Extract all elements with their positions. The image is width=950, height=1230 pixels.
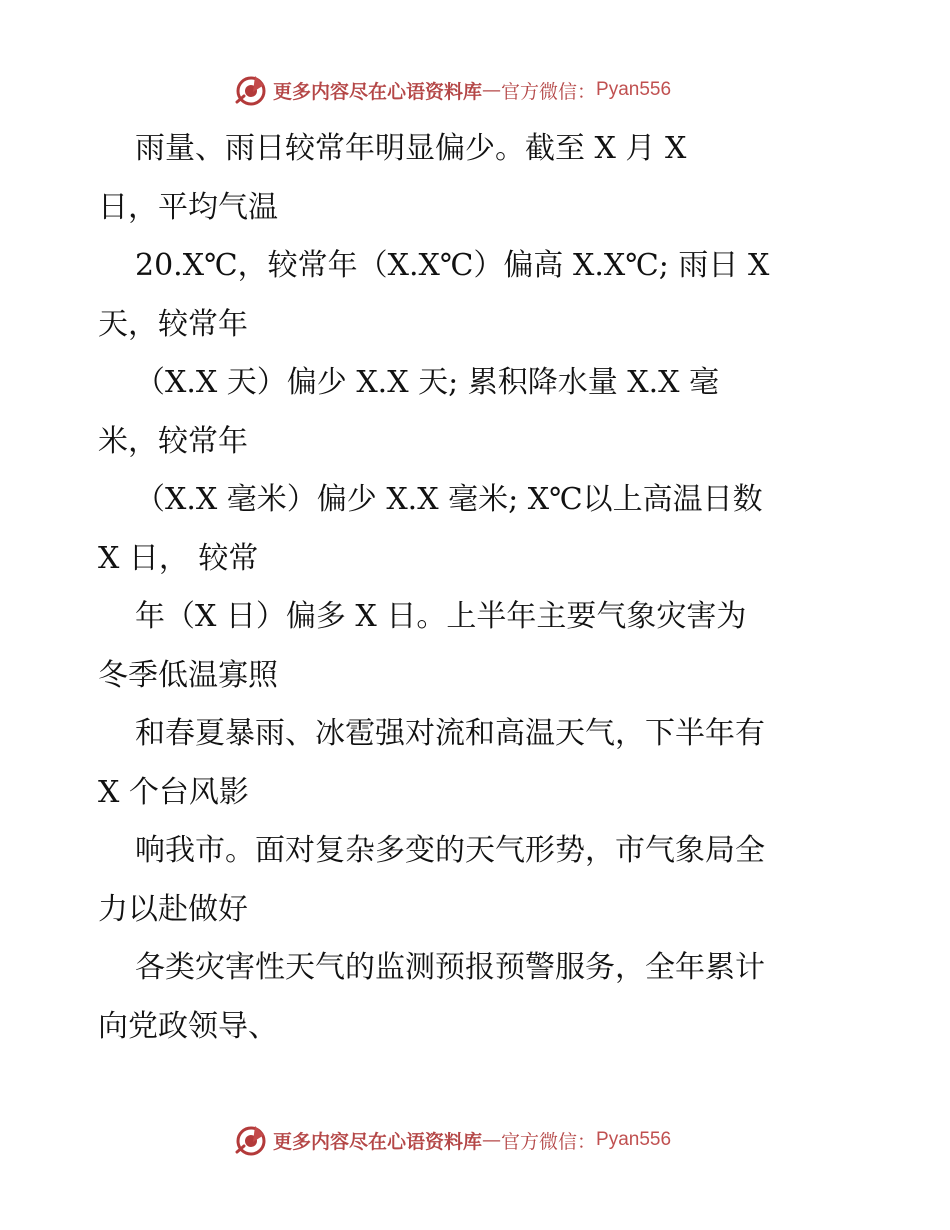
body-line: X 个台风影 <box>98 774 249 810</box>
body-line: 年（X 日）偏多 X 日。上半年主要气象灾害为 <box>135 599 747 634</box>
footer-watermark <box>233 1120 671 1160</box>
body-line: 响我市。面对复杂多变的天气形势，市气象局全 <box>135 833 765 868</box>
document-body <box>98 120 878 1056</box>
body-line: （X.X 毫米）偏少 X.X 毫米; X℃以上高温日数 <box>135 482 763 517</box>
body-line: 雨量、雨日较常年明显偏少。截至 X 月 X <box>135 131 687 166</box>
footer-separator: — <box>482 1129 502 1151</box>
body-line: 向党政领导、 <box>98 1008 278 1044</box>
brand-logo-icon <box>233 72 269 108</box>
brand-logo-icon <box>233 1122 269 1158</box>
header-slogan: 更多内容尽在心语资料库 <box>273 80 483 103</box>
body-line: 米，较常年 <box>98 423 248 459</box>
footer-slogan: 更多内容尽在心语资料库 <box>273 1130 483 1153</box>
body-line: 力以赴做好 <box>98 891 248 927</box>
footer-wechat-id: Pyan556 <box>596 1129 672 1150</box>
header-wechat-label: 官方微信： <box>501 80 597 103</box>
body-line: 天，较常年 <box>98 306 248 342</box>
body-line: （X.X 天）偏少 X.X 天; 累积降水量 X.X 毫 <box>135 365 720 400</box>
body-line: 20.X℃，较常年（X.X℃）偏高 X.X℃; 雨日 X <box>135 248 770 283</box>
body-line: X 日， 较常 <box>98 540 259 576</box>
body-line: 和春夏暴雨、冰雹强对流和高温天气，下半年有 <box>135 716 765 751</box>
footer-wechat-label: 官方微信： <box>501 1130 597 1153</box>
body-line: 日，平均气温 <box>98 189 278 225</box>
header-separator: — <box>482 79 502 101</box>
header-watermark <box>233 70 671 110</box>
header-wechat-id: Pyan556 <box>596 79 672 100</box>
body-line: 各类灾害性天气的监测预报预警服务，全年累计 <box>135 950 765 985</box>
body-line: 冬季低温寡照 <box>98 657 278 693</box>
